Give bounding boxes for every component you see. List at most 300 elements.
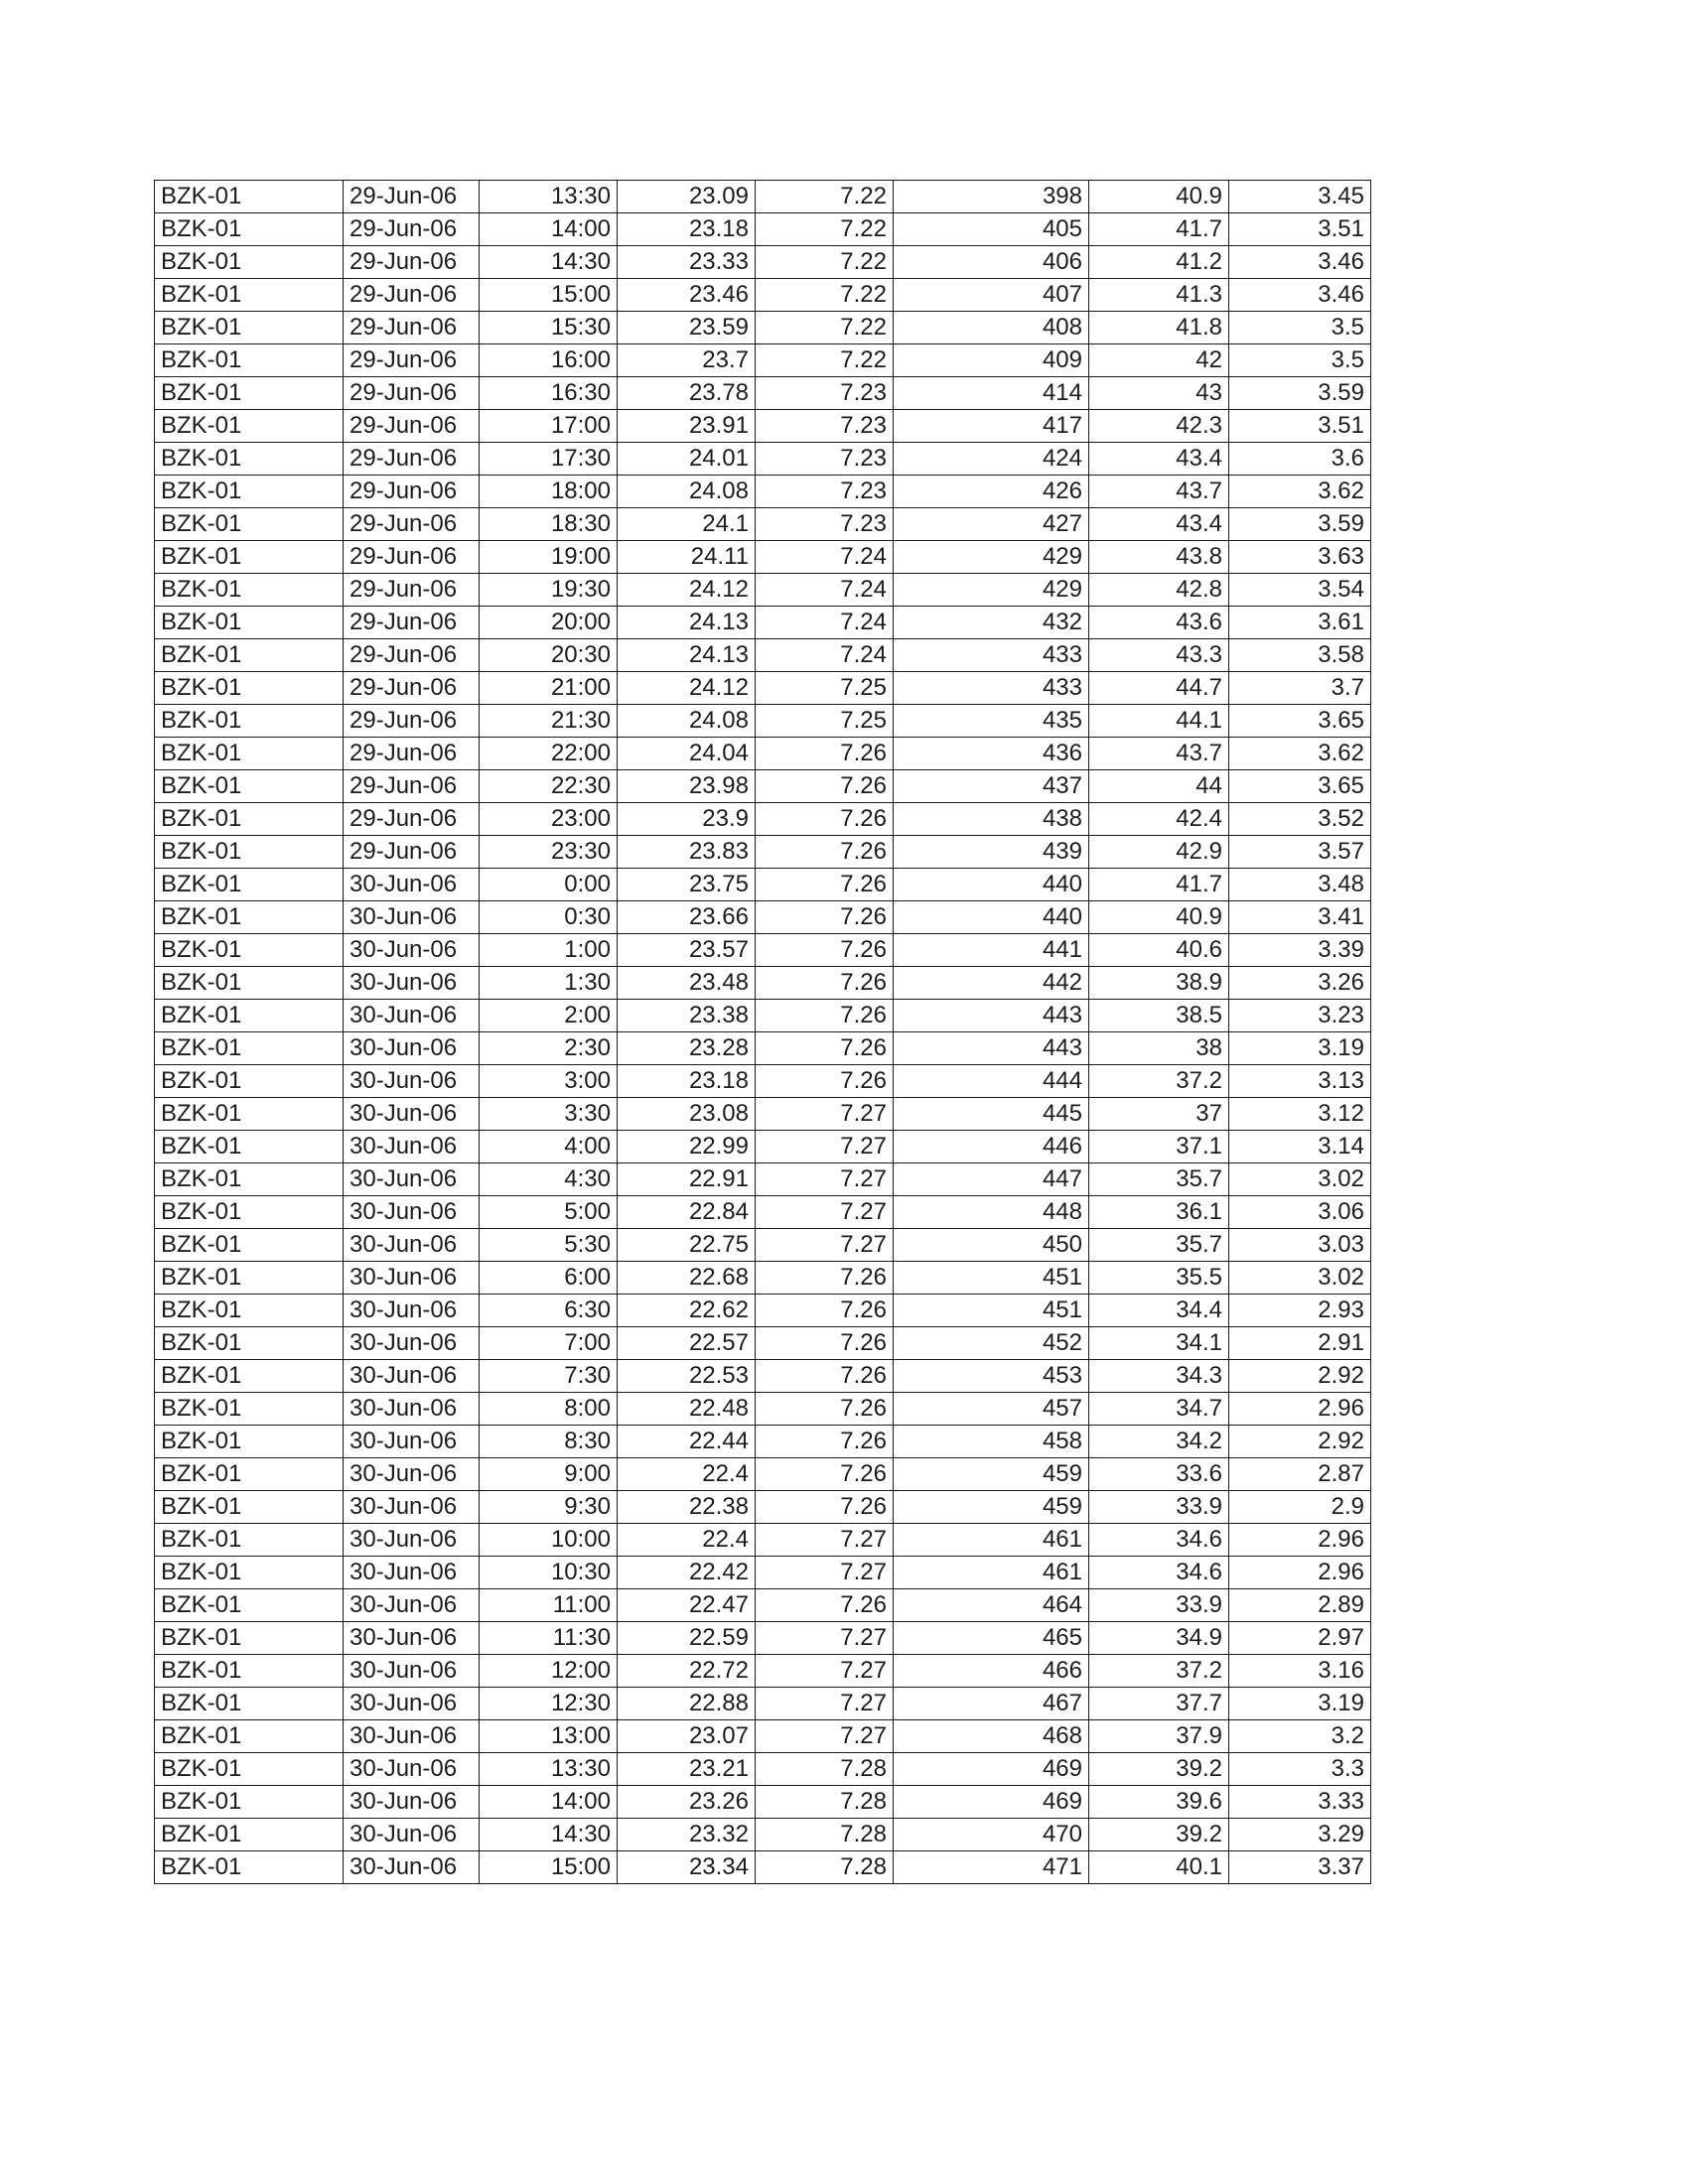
temperature-cell: 23.18 (618, 1065, 756, 1098)
date-cell: 29-Jun-06 (344, 476, 480, 508)
date-cell: 30-Jun-06 (344, 1262, 480, 1295)
site-id-cell: BZK-01 (155, 1589, 344, 1622)
site-id-cell: BZK-01 (155, 1163, 344, 1196)
site-id-cell: BZK-01 (155, 574, 344, 607)
date-cell: 30-Jun-06 (344, 1196, 480, 1229)
date-cell: 30-Jun-06 (344, 1032, 480, 1065)
site-id-cell: BZK-01 (155, 1032, 344, 1065)
time-cell: 12:00 (480, 1655, 618, 1688)
value-cell: 2.92 (1229, 1360, 1371, 1393)
table-row (155, 476, 1371, 508)
table-row (155, 1688, 1371, 1720)
conductivity-cell: 433 (894, 672, 1089, 705)
ph-cell: 7.28 (756, 1851, 894, 1884)
conductivity-cell: 468 (894, 1720, 1089, 1753)
conductivity-cell: 441 (894, 934, 1089, 967)
table-row (155, 672, 1371, 705)
site-id-cell: BZK-01 (155, 279, 344, 312)
date-cell: 29-Jun-06 (344, 738, 480, 770)
value-cell: 2.96 (1229, 1393, 1371, 1426)
ph-cell: 7.25 (756, 672, 894, 705)
site-id-cell: BZK-01 (155, 672, 344, 705)
temperature-cell: 22.47 (618, 1589, 756, 1622)
date-cell: 30-Jun-06 (344, 1393, 480, 1426)
conductivity-cell: 448 (894, 1196, 1089, 1229)
conductivity-cell: 437 (894, 770, 1089, 803)
reading-cell: 34.6 (1089, 1524, 1229, 1557)
date-cell: 30-Jun-06 (344, 1000, 480, 1032)
date-cell: 30-Jun-06 (344, 1720, 480, 1753)
conductivity-cell: 451 (894, 1295, 1089, 1327)
ph-cell: 7.27 (756, 1131, 894, 1163)
time-cell: 8:00 (480, 1393, 618, 1426)
table-row (155, 705, 1371, 738)
reading-cell: 37.7 (1089, 1688, 1229, 1720)
table-row (155, 967, 1371, 1000)
temperature-cell: 24.13 (618, 639, 756, 672)
value-cell: 3.23 (1229, 1000, 1371, 1032)
conductivity-cell: 445 (894, 1098, 1089, 1131)
value-cell: 3.65 (1229, 770, 1371, 803)
temperature-cell: 23.57 (618, 934, 756, 967)
conductivity-cell: 409 (894, 344, 1089, 377)
date-cell: 30-Jun-06 (344, 1819, 480, 1851)
reading-cell: 33.9 (1089, 1589, 1229, 1622)
time-cell: 7:00 (480, 1327, 618, 1360)
ph-cell: 7.27 (756, 1688, 894, 1720)
temperature-cell: 24.13 (618, 607, 756, 639)
time-cell: 23:30 (480, 836, 618, 869)
date-cell: 30-Jun-06 (344, 1360, 480, 1393)
temperature-cell: 22.91 (618, 1163, 756, 1196)
time-cell: 9:00 (480, 1458, 618, 1491)
date-cell: 29-Jun-06 (344, 279, 480, 312)
reading-cell: 42.8 (1089, 574, 1229, 607)
temperature-cell: 23.26 (618, 1786, 756, 1819)
time-cell: 10:30 (480, 1557, 618, 1589)
ph-cell: 7.26 (756, 901, 894, 934)
date-cell: 30-Jun-06 (344, 1458, 480, 1491)
value-cell: 2.92 (1229, 1426, 1371, 1458)
site-id-cell: BZK-01 (155, 1688, 344, 1720)
table-row (155, 770, 1371, 803)
value-cell: 3.48 (1229, 869, 1371, 901)
conductivity-cell: 438 (894, 803, 1089, 836)
time-cell: 7:30 (480, 1360, 618, 1393)
ph-cell: 7.22 (756, 181, 894, 213)
ph-cell: 7.27 (756, 1655, 894, 1688)
time-cell: 11:30 (480, 1622, 618, 1655)
temperature-cell: 22.48 (618, 1393, 756, 1426)
ph-cell: 7.26 (756, 1360, 894, 1393)
temperature-cell: 23.18 (618, 213, 756, 246)
value-cell: 3.51 (1229, 213, 1371, 246)
temperature-cell: 24.12 (618, 672, 756, 705)
conductivity-cell: 469 (894, 1753, 1089, 1786)
value-cell: 3.59 (1229, 508, 1371, 541)
date-cell: 30-Jun-06 (344, 1655, 480, 1688)
reading-cell: 38.9 (1089, 967, 1229, 1000)
time-cell: 3:30 (480, 1098, 618, 1131)
reading-cell: 41.7 (1089, 213, 1229, 246)
conductivity-cell: 433 (894, 639, 1089, 672)
date-cell: 29-Jun-06 (344, 508, 480, 541)
reading-cell: 37.2 (1089, 1655, 1229, 1688)
site-id-cell: BZK-01 (155, 1393, 344, 1426)
table-row (155, 1819, 1371, 1851)
temperature-cell: 23.75 (618, 869, 756, 901)
reading-cell: 41.7 (1089, 869, 1229, 901)
reading-cell: 34.3 (1089, 1360, 1229, 1393)
value-cell: 3.46 (1229, 246, 1371, 279)
site-id-cell: BZK-01 (155, 1098, 344, 1131)
conductivity-cell: 459 (894, 1491, 1089, 1524)
site-id-cell: BZK-01 (155, 1786, 344, 1819)
time-cell: 14:30 (480, 1819, 618, 1851)
ph-cell: 7.26 (756, 1426, 894, 1458)
ph-cell: 7.24 (756, 639, 894, 672)
time-cell: 16:00 (480, 344, 618, 377)
temperature-cell: 22.88 (618, 1688, 756, 1720)
table-body (155, 181, 1371, 1884)
time-cell: 21:00 (480, 672, 618, 705)
reading-cell: 41.3 (1089, 279, 1229, 312)
conductivity-cell: 464 (894, 1589, 1089, 1622)
time-cell: 1:00 (480, 934, 618, 967)
table-row (155, 1557, 1371, 1589)
date-cell: 30-Jun-06 (344, 1065, 480, 1098)
table-row (155, 181, 1371, 213)
ph-cell: 7.27 (756, 1163, 894, 1196)
temperature-cell: 23.38 (618, 1000, 756, 1032)
conductivity-cell: 429 (894, 574, 1089, 607)
conductivity-cell: 469 (894, 1786, 1089, 1819)
value-cell: 3.51 (1229, 410, 1371, 443)
table-row (155, 410, 1371, 443)
reading-cell: 35.7 (1089, 1163, 1229, 1196)
site-id-cell: BZK-01 (155, 1557, 344, 1589)
ph-cell: 7.27 (756, 1524, 894, 1557)
time-cell: 21:30 (480, 705, 618, 738)
ph-cell: 7.27 (756, 1720, 894, 1753)
conductivity-cell: 465 (894, 1622, 1089, 1655)
site-id-cell: BZK-01 (155, 344, 344, 377)
table-row (155, 869, 1371, 901)
value-cell: 2.91 (1229, 1327, 1371, 1360)
table-row (155, 1589, 1371, 1622)
reading-cell: 42 (1089, 344, 1229, 377)
site-id-cell: BZK-01 (155, 1426, 344, 1458)
temperature-cell: 23.48 (618, 967, 756, 1000)
site-id-cell: BZK-01 (155, 1000, 344, 1032)
table-row (155, 1229, 1371, 1262)
reading-cell: 43.6 (1089, 607, 1229, 639)
table-row (155, 574, 1371, 607)
time-cell: 14:30 (480, 246, 618, 279)
scanned-data-sheet (154, 180, 1370, 1884)
temperature-cell: 22.4 (618, 1458, 756, 1491)
temperature-cell: 22.59 (618, 1622, 756, 1655)
date-cell: 30-Jun-06 (344, 1163, 480, 1196)
temperature-cell: 22.4 (618, 1524, 756, 1557)
value-cell: 3.5 (1229, 344, 1371, 377)
time-cell: 2:00 (480, 1000, 618, 1032)
conductivity-cell: 470 (894, 1819, 1089, 1851)
date-cell: 29-Jun-06 (344, 541, 480, 574)
ph-cell: 7.23 (756, 377, 894, 410)
reading-cell: 34.6 (1089, 1557, 1229, 1589)
temperature-cell: 22.99 (618, 1131, 756, 1163)
date-cell: 30-Jun-06 (344, 1229, 480, 1262)
reading-cell: 34.1 (1089, 1327, 1229, 1360)
time-cell: 18:00 (480, 476, 618, 508)
table-row (155, 1753, 1371, 1786)
date-cell: 29-Jun-06 (344, 377, 480, 410)
value-cell: 3.5 (1229, 312, 1371, 344)
site-id-cell: BZK-01 (155, 312, 344, 344)
table-row (155, 1131, 1371, 1163)
conductivity-cell: 427 (894, 508, 1089, 541)
time-cell: 17:00 (480, 410, 618, 443)
ph-cell: 7.28 (756, 1753, 894, 1786)
ph-cell: 7.23 (756, 476, 894, 508)
table-row (155, 213, 1371, 246)
reading-cell: 40.9 (1089, 901, 1229, 934)
table-row (155, 1622, 1371, 1655)
value-cell: 3.58 (1229, 639, 1371, 672)
temperature-cell: 22.57 (618, 1327, 756, 1360)
reading-cell: 42.4 (1089, 803, 1229, 836)
table-row (155, 344, 1371, 377)
time-cell: 18:30 (480, 508, 618, 541)
measurement-table (154, 180, 1371, 1884)
reading-cell: 43.4 (1089, 508, 1229, 541)
date-cell: 29-Jun-06 (344, 410, 480, 443)
date-cell: 30-Jun-06 (344, 934, 480, 967)
ph-cell: 7.27 (756, 1622, 894, 1655)
conductivity-cell: 443 (894, 1032, 1089, 1065)
table-row (155, 1262, 1371, 1295)
time-cell: 3:00 (480, 1065, 618, 1098)
ph-cell: 7.26 (756, 1491, 894, 1524)
site-id-cell: BZK-01 (155, 443, 344, 476)
table-row (155, 1426, 1371, 1458)
reading-cell: 44.1 (1089, 705, 1229, 738)
conductivity-cell: 471 (894, 1851, 1089, 1884)
temperature-cell: 22.68 (618, 1262, 756, 1295)
date-cell: 29-Jun-06 (344, 672, 480, 705)
conductivity-cell: 459 (894, 1458, 1089, 1491)
reading-cell: 37.1 (1089, 1131, 1229, 1163)
site-id-cell: BZK-01 (155, 1196, 344, 1229)
conductivity-cell: 444 (894, 1065, 1089, 1098)
table-row (155, 377, 1371, 410)
site-id-cell: BZK-01 (155, 1655, 344, 1688)
site-id-cell: BZK-01 (155, 377, 344, 410)
time-cell: 0:00 (480, 869, 618, 901)
time-cell: 19:30 (480, 574, 618, 607)
reading-cell: 44.7 (1089, 672, 1229, 705)
site-id-cell: BZK-01 (155, 705, 344, 738)
value-cell: 2.93 (1229, 1295, 1371, 1327)
conductivity-cell: 452 (894, 1327, 1089, 1360)
date-cell: 29-Jun-06 (344, 705, 480, 738)
table-row (155, 1032, 1371, 1065)
ph-cell: 7.24 (756, 541, 894, 574)
table-row (155, 1327, 1371, 1360)
table-row (155, 1786, 1371, 1819)
time-cell: 8:30 (480, 1426, 618, 1458)
reading-cell: 42.9 (1089, 836, 1229, 869)
table-row (155, 279, 1371, 312)
date-cell: 30-Jun-06 (344, 1131, 480, 1163)
time-cell: 23:00 (480, 803, 618, 836)
ph-cell: 7.26 (756, 1327, 894, 1360)
date-cell: 29-Jun-06 (344, 607, 480, 639)
temperature-cell: 23.91 (618, 410, 756, 443)
ph-cell: 7.26 (756, 1295, 894, 1327)
site-id-cell: BZK-01 (155, 213, 344, 246)
conductivity-cell: 453 (894, 1360, 1089, 1393)
conductivity-cell: 440 (894, 901, 1089, 934)
conductivity-cell: 417 (894, 410, 1089, 443)
table-row (155, 508, 1371, 541)
table-row (155, 1655, 1371, 1688)
site-id-cell: BZK-01 (155, 1458, 344, 1491)
table-row (155, 803, 1371, 836)
temperature-cell: 23.32 (618, 1819, 756, 1851)
value-cell: 3.02 (1229, 1262, 1371, 1295)
conductivity-cell: 443 (894, 1000, 1089, 1032)
ph-cell: 7.26 (756, 770, 894, 803)
value-cell: 2.9 (1229, 1491, 1371, 1524)
reading-cell: 43.4 (1089, 443, 1229, 476)
date-cell: 30-Jun-06 (344, 1753, 480, 1786)
table-row (155, 312, 1371, 344)
site-id-cell: BZK-01 (155, 901, 344, 934)
table-row (155, 607, 1371, 639)
ph-cell: 7.26 (756, 1393, 894, 1426)
table-row (155, 1851, 1371, 1884)
reading-cell: 43.7 (1089, 738, 1229, 770)
site-id-cell: BZK-01 (155, 181, 344, 213)
temperature-cell: 23.7 (618, 344, 756, 377)
temperature-cell: 22.84 (618, 1196, 756, 1229)
temperature-cell: 24.01 (618, 443, 756, 476)
site-id-cell: BZK-01 (155, 770, 344, 803)
date-cell: 30-Jun-06 (344, 1098, 480, 1131)
time-cell: 22:00 (480, 738, 618, 770)
ph-cell: 7.26 (756, 836, 894, 869)
time-cell: 20:30 (480, 639, 618, 672)
site-id-cell: BZK-01 (155, 803, 344, 836)
temperature-cell: 23.28 (618, 1032, 756, 1065)
table-row (155, 1196, 1371, 1229)
table-row (155, 1000, 1371, 1032)
value-cell: 3.61 (1229, 607, 1371, 639)
ph-cell: 7.26 (756, 1065, 894, 1098)
temperature-cell: 24.11 (618, 541, 756, 574)
temperature-cell: 22.75 (618, 1229, 756, 1262)
time-cell: 16:30 (480, 377, 618, 410)
conductivity-cell: 426 (894, 476, 1089, 508)
date-cell: 29-Jun-06 (344, 639, 480, 672)
table-row (155, 836, 1371, 869)
time-cell: 15:30 (480, 312, 618, 344)
ph-cell: 7.24 (756, 607, 894, 639)
table-row (155, 1360, 1371, 1393)
value-cell: 3.54 (1229, 574, 1371, 607)
reading-cell: 39.2 (1089, 1753, 1229, 1786)
site-id-cell: BZK-01 (155, 1327, 344, 1360)
site-id-cell: BZK-01 (155, 476, 344, 508)
reading-cell: 43.7 (1089, 476, 1229, 508)
table-row (155, 639, 1371, 672)
site-id-cell: BZK-01 (155, 607, 344, 639)
temperature-cell: 22.38 (618, 1491, 756, 1524)
value-cell: 3.52 (1229, 803, 1371, 836)
time-cell: 12:30 (480, 1688, 618, 1720)
date-cell: 29-Jun-06 (344, 443, 480, 476)
ph-cell: 7.23 (756, 508, 894, 541)
temperature-cell: 23.08 (618, 1098, 756, 1131)
temperature-cell: 23.46 (618, 279, 756, 312)
date-cell: 30-Jun-06 (344, 1557, 480, 1589)
temperature-cell: 24.08 (618, 476, 756, 508)
temperature-cell: 24.04 (618, 738, 756, 770)
value-cell: 3.06 (1229, 1196, 1371, 1229)
conductivity-cell: 407 (894, 279, 1089, 312)
temperature-cell: 23.98 (618, 770, 756, 803)
site-id-cell: BZK-01 (155, 246, 344, 279)
conductivity-cell: 461 (894, 1524, 1089, 1557)
value-cell: 3.6 (1229, 443, 1371, 476)
site-id-cell: BZK-01 (155, 508, 344, 541)
date-cell: 29-Jun-06 (344, 836, 480, 869)
conductivity-cell: 398 (894, 181, 1089, 213)
temperature-cell: 22.72 (618, 1655, 756, 1688)
conductivity-cell: 432 (894, 607, 1089, 639)
time-cell: 10:00 (480, 1524, 618, 1557)
value-cell: 3.7 (1229, 672, 1371, 705)
ph-cell: 7.22 (756, 312, 894, 344)
value-cell: 3.19 (1229, 1688, 1371, 1720)
table-row (155, 1720, 1371, 1753)
reading-cell: 41.8 (1089, 312, 1229, 344)
time-cell: 15:00 (480, 279, 618, 312)
table-row (155, 901, 1371, 934)
time-cell: 4:00 (480, 1131, 618, 1163)
temperature-cell: 22.44 (618, 1426, 756, 1458)
date-cell: 30-Jun-06 (344, 967, 480, 1000)
table-row (155, 1163, 1371, 1196)
conductivity-cell: 435 (894, 705, 1089, 738)
ph-cell: 7.26 (756, 869, 894, 901)
conductivity-cell: 446 (894, 1131, 1089, 1163)
reading-cell: 40.1 (1089, 1851, 1229, 1884)
value-cell: 3.02 (1229, 1163, 1371, 1196)
site-id-cell: BZK-01 (155, 934, 344, 967)
temperature-cell: 24.08 (618, 705, 756, 738)
time-cell: 1:30 (480, 967, 618, 1000)
site-id-cell: BZK-01 (155, 1851, 344, 1884)
ph-cell: 7.23 (756, 443, 894, 476)
temperature-cell: 24.1 (618, 508, 756, 541)
site-id-cell: BZK-01 (155, 1295, 344, 1327)
conductivity-cell: 458 (894, 1426, 1089, 1458)
table-row (155, 1524, 1371, 1557)
reading-cell: 37.9 (1089, 1720, 1229, 1753)
